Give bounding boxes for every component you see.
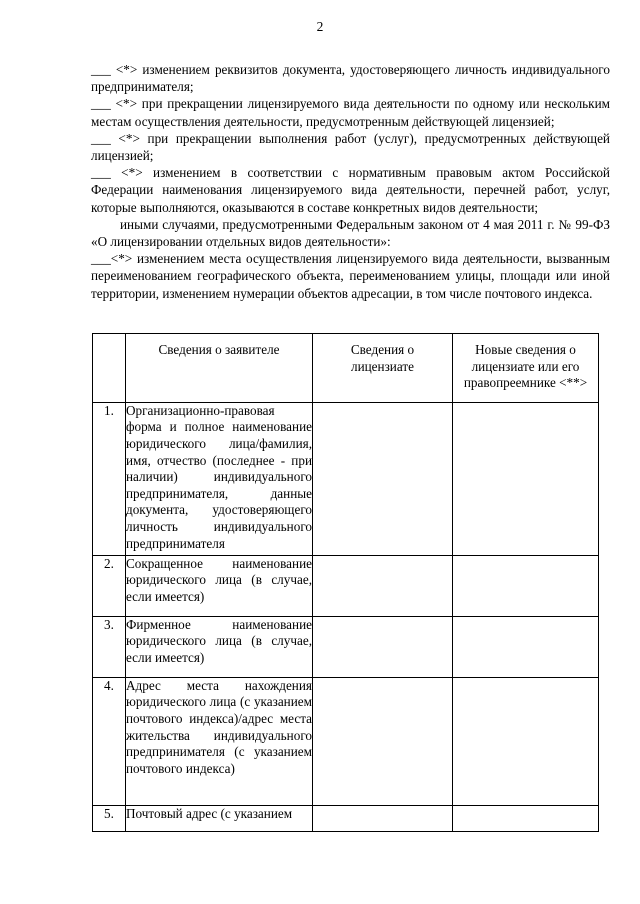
licensee-cell[interactable]	[313, 805, 453, 831]
header-licensee-info: Сведения о лицензиате	[313, 334, 453, 403]
paragraph: ___<*> изменением места осуществления лицензируемого вида деятельности, вызванным переименованием географического объекта, переименованием улицы, площади или иной территории, изменением нумерации объектов адресации, в том числе почтового индекса.	[91, 251, 610, 301]
row-number: 1.	[93, 402, 126, 555]
licensee-cell[interactable]	[313, 677, 453, 805]
paragraph: иными случаями, предусмотренными Федеральным законом от 4 мая 2011 г. № 99-ФЗ «О лицензировании отдельных видов деятельности»:	[91, 216, 610, 250]
row-number: 3.	[93, 616, 126, 677]
row-number: 5.	[93, 805, 126, 831]
paragraph: ___ <*> изменением реквизитов документа, удостоверяющего личность индивидуального предпринимателя;	[91, 62, 610, 95]
header-new-info: Новые сведения о лицензиате или его правопреемнике <**>	[453, 334, 599, 403]
new-info-cell[interactable]	[453, 555, 599, 616]
table-row	[93, 805, 599, 831]
licensee-cell[interactable]	[313, 555, 453, 616]
row-label: Организационно-правовая форма и полное наименование юридического лица/фамилия, имя, отчество (последнее - при наличии) индивидуального предпринимателя, данные документа, удостоверяющего личность индивидуального предпринимателя	[126, 402, 313, 555]
table-row	[93, 402, 599, 555]
row-label: Сокращенное наименование юридического лица (в случае, если имеется)	[126, 555, 313, 616]
table-row	[93, 555, 599, 616]
row-label: Фирменное наименование юридического лица (в случае, если имеется)	[126, 616, 313, 677]
new-info-cell[interactable]	[453, 677, 599, 805]
paragraph: ___ <*> при прекращении лицензируемого вида деятельности по одному или нескольким местам осуществления деятельности, предусмотренным действующей лицензией;	[91, 96, 610, 129]
paragraph: ___ <*> при прекращении выполнения работ (услуг), предусмотренных действующей лицензией;	[91, 130, 610, 164]
header-applicant-info: Сведения о заявителе	[126, 334, 313, 403]
header-number	[93, 334, 126, 403]
table-row	[93, 677, 599, 805]
row-label: Почтовый адрес (с указанием	[126, 805, 313, 831]
body-text	[91, 61, 610, 302]
row-number: 4.	[93, 677, 126, 805]
row-number: 2.	[93, 555, 126, 616]
licensee-cell[interactable]	[313, 402, 453, 555]
new-info-cell[interactable]	[453, 402, 599, 555]
table-header-row	[93, 334, 599, 403]
new-info-cell[interactable]	[453, 805, 599, 831]
paragraph: ___ <*> изменением в соответствии с нормативным правовым актом Российской Федерации наименования лицензируемого вида деятельности, перечней работ, услуг, которые выполняются, оказываются в составе конкретных видов деятельности;	[91, 165, 610, 215]
page-number: 2	[316, 19, 324, 34]
new-info-cell[interactable]	[453, 616, 599, 677]
licensee-cell[interactable]	[313, 616, 453, 677]
table-row	[93, 616, 599, 677]
row-label: Адрес места нахождения юридического лица (с указанием почтового индекса)/адрес места жительства индивидуального предпринимателя (с указанием почтового индекса)	[126, 677, 313, 805]
applicant-info-table	[92, 333, 599, 832]
